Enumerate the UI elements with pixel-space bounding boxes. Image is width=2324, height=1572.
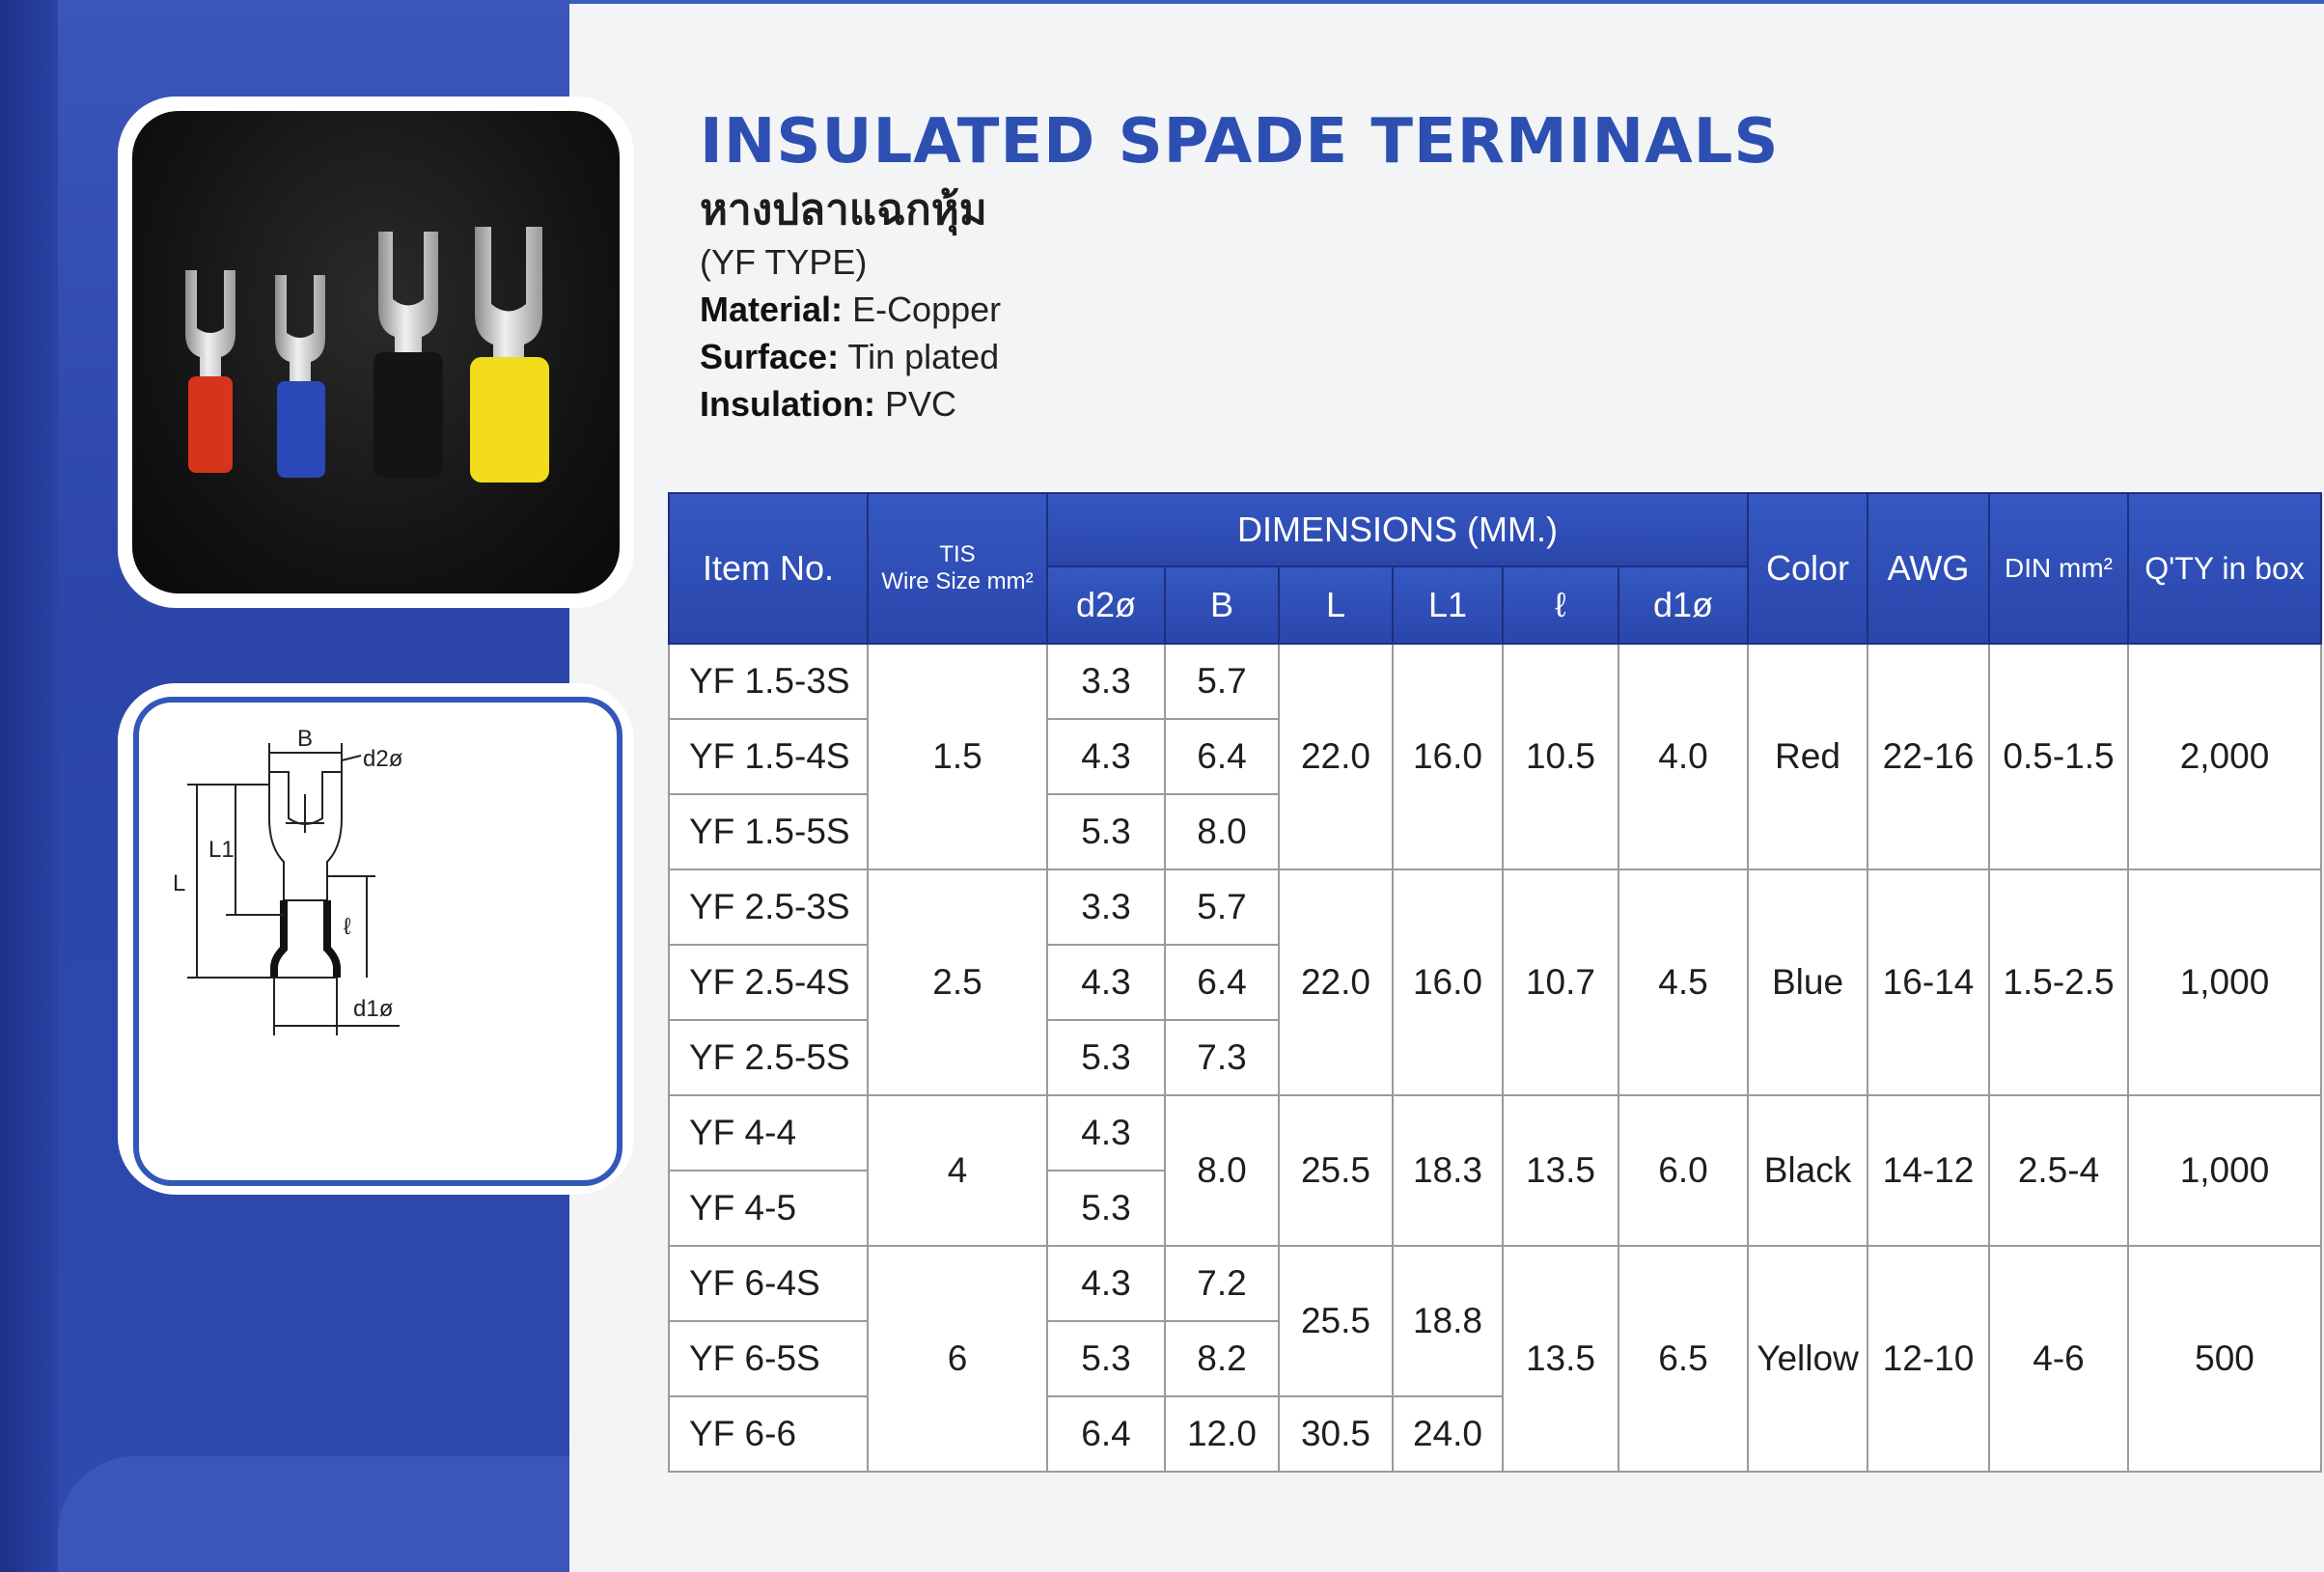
l1-cell: 18.8 <box>1393 1246 1503 1396</box>
b-cell: 6.4 <box>1165 719 1279 794</box>
dimension-diagram <box>133 697 622 1186</box>
table-row <box>669 1095 2321 1171</box>
type-line: (YF TYPE) <box>700 242 868 282</box>
tis-cell: 2.5 <box>868 869 1047 1095</box>
d2-cell: 4.3 <box>1047 719 1165 794</box>
spec-table-wrap <box>668 492 2322 1473</box>
header-color: Color <box>1748 493 1868 644</box>
din-cell: 2.5-4 <box>1989 1095 2128 1246</box>
insulation-label: Insulation: <box>700 384 875 424</box>
header-din: DIN mm² <box>1989 493 2128 644</box>
header-l1: L1 <box>1393 566 1503 644</box>
l1-cell: 16.0 <box>1393 644 1503 869</box>
d1-cell: 6.5 <box>1618 1246 1748 1472</box>
item-cell: YF 2.5-5S <box>669 1020 868 1095</box>
d2-cell: 6.4 <box>1047 1396 1165 1472</box>
l-cell: 25.5 <box>1279 1246 1393 1396</box>
l-cell: 30.5 <box>1279 1396 1393 1472</box>
terminal-blue <box>275 275 325 478</box>
din-cell: 1.5-2.5 <box>1989 869 2128 1095</box>
header-d1: d1ø <box>1618 566 1748 644</box>
color-cell: Black <box>1748 1095 1868 1246</box>
product-photo-frame <box>118 97 634 608</box>
header-dimensions: DIMENSIONS (MM.) <box>1047 493 1748 566</box>
ell-cell: 13.5 <box>1503 1095 1618 1246</box>
left-band-edge <box>0 0 58 1572</box>
sleeve-outline <box>274 900 337 978</box>
tis-cell: 6 <box>868 1246 1047 1472</box>
item-cell: YF 2.5-4S <box>669 945 868 1020</box>
label-ell: ℓ <box>344 914 351 940</box>
item-cell: YF 2.5-3S <box>669 869 868 945</box>
label-b: B <box>297 726 314 752</box>
page-title-thai: หางปลาแฉกหุ้ม <box>700 185 987 234</box>
left-band-corner <box>58 1456 569 1572</box>
d2-cell: 5.3 <box>1047 1020 1165 1095</box>
header-tis-line1: TIS <box>939 541 976 567</box>
header-d2: d2ø <box>1047 566 1165 644</box>
item-cell: YF 1.5-5S <box>669 794 868 869</box>
terminal-red <box>185 270 235 473</box>
terminal-sleeve <box>470 357 549 483</box>
d1-cell: 6.0 <box>1618 1095 1748 1246</box>
l-cell: 22.0 <box>1279 869 1393 1095</box>
d2-cell: 3.3 <box>1047 869 1165 945</box>
b-cell: 12.0 <box>1165 1396 1279 1472</box>
item-cell: YF 6-6 <box>669 1396 868 1472</box>
b-cell: 6.4 <box>1165 945 1279 1020</box>
l-cell: 25.5 <box>1279 1095 1393 1246</box>
d1-cell: 4.0 <box>1618 644 1748 869</box>
spec-table <box>668 492 2322 1473</box>
surface-value: Tin plated <box>847 337 1000 376</box>
fork-outline <box>269 772 342 900</box>
label-d1: d1ø <box>353 996 394 1022</box>
terminal-sleeve <box>188 376 233 473</box>
d2-cell: 4.3 <box>1047 1095 1165 1171</box>
awg-cell: 16-14 <box>1868 869 1989 1095</box>
header-qty: Q'TY in box <box>2128 493 2321 644</box>
item-cell: YF 4-4 <box>669 1095 868 1171</box>
awg-cell: 14-12 <box>1868 1095 1989 1246</box>
header-l: L <box>1279 566 1393 644</box>
page-title: INSULATED SPADE TERMINALS <box>700 106 1780 178</box>
qty-cell: 1,000 <box>2128 869 2321 1095</box>
table-row <box>669 644 2321 719</box>
table-row <box>669 869 2321 945</box>
header-b: B <box>1165 566 1279 644</box>
d2-cell: 5.3 <box>1047 1171 1165 1246</box>
dimension-diagram-frame <box>118 683 634 1195</box>
insulation-value: PVC <box>885 384 957 424</box>
color-cell: Red <box>1748 644 1868 869</box>
b-cell: 8.2 <box>1165 1321 1279 1396</box>
terminal-black <box>374 232 443 478</box>
b-cell: 7.2 <box>1165 1246 1279 1321</box>
b-cell: 8.0 <box>1165 794 1279 869</box>
l1-cell: 18.3 <box>1393 1095 1503 1246</box>
b-cell: 8.0 <box>1165 1095 1279 1246</box>
label-l1: L1 <box>208 837 235 863</box>
l1-cell: 24.0 <box>1393 1396 1503 1472</box>
color-cell: Yellow <box>1748 1246 1868 1472</box>
top-rule <box>569 0 2324 4</box>
material-line <box>700 286 1779 333</box>
b-cell: 7.3 <box>1165 1020 1279 1095</box>
d2-cell: 5.3 <box>1047 794 1165 869</box>
d2-cell: 4.3 <box>1047 945 1165 1020</box>
header-tis-line2: Wire Size mm² <box>881 568 1034 594</box>
material-label: Material: <box>700 290 844 329</box>
d1-cell: 4.5 <box>1618 869 1748 1095</box>
material-value: E-Copper <box>852 290 1002 329</box>
color-cell: Blue <box>1748 869 1868 1095</box>
header-awg: AWG <box>1868 493 1989 644</box>
terminal-sleeve <box>277 381 325 478</box>
l-cell: 22.0 <box>1279 644 1393 869</box>
tis-cell: 4 <box>868 1095 1047 1246</box>
spade-terminals-illustration <box>132 111 620 593</box>
dimension-drawing <box>139 703 617 1180</box>
table-row <box>669 1246 2321 1321</box>
qty-cell: 500 <box>2128 1246 2321 1472</box>
surface-line <box>700 333 1779 380</box>
header-tis <box>868 493 1047 644</box>
qty-cell: 1,000 <box>2128 1095 2321 1246</box>
din-cell: 0.5-1.5 <box>1989 644 2128 869</box>
surface-label: Surface: <box>700 337 840 376</box>
item-cell: YF 1.5-3S <box>669 644 868 719</box>
insulation-line <box>700 380 1779 427</box>
label-d2: d2ø <box>363 746 403 772</box>
awg-cell: 12-10 <box>1868 1246 1989 1472</box>
qty-cell: 2,000 <box>2128 644 2321 869</box>
item-cell: YF 1.5-4S <box>669 719 868 794</box>
tis-cell: 1.5 <box>868 644 1047 869</box>
b-cell: 5.7 <box>1165 869 1279 945</box>
item-cell: YF 6-4S <box>669 1246 868 1321</box>
awg-cell: 22-16 <box>1868 644 1989 869</box>
terminal-sleeve <box>374 352 443 478</box>
header-item: Item No. <box>669 493 868 644</box>
header-block <box>700 101 1779 427</box>
din-cell: 4-6 <box>1989 1246 2128 1472</box>
item-cell: YF 6-5S <box>669 1321 868 1396</box>
ell-cell: 10.5 <box>1503 644 1618 869</box>
b-cell: 5.7 <box>1165 644 1279 719</box>
l1-cell: 16.0 <box>1393 869 1503 1095</box>
product-photo <box>132 111 620 593</box>
ell-cell: 10.7 <box>1503 869 1618 1095</box>
d2-cell: 5.3 <box>1047 1321 1165 1396</box>
label-l: L <box>173 870 186 896</box>
item-cell: YF 4-5 <box>669 1171 868 1246</box>
terminal-yellow <box>470 227 549 483</box>
d2-cell: 4.3 <box>1047 1246 1165 1321</box>
ell-cell: 13.5 <box>1503 1246 1618 1472</box>
header-ell: ℓ <box>1503 566 1618 644</box>
d2-cell: 3.3 <box>1047 644 1165 719</box>
